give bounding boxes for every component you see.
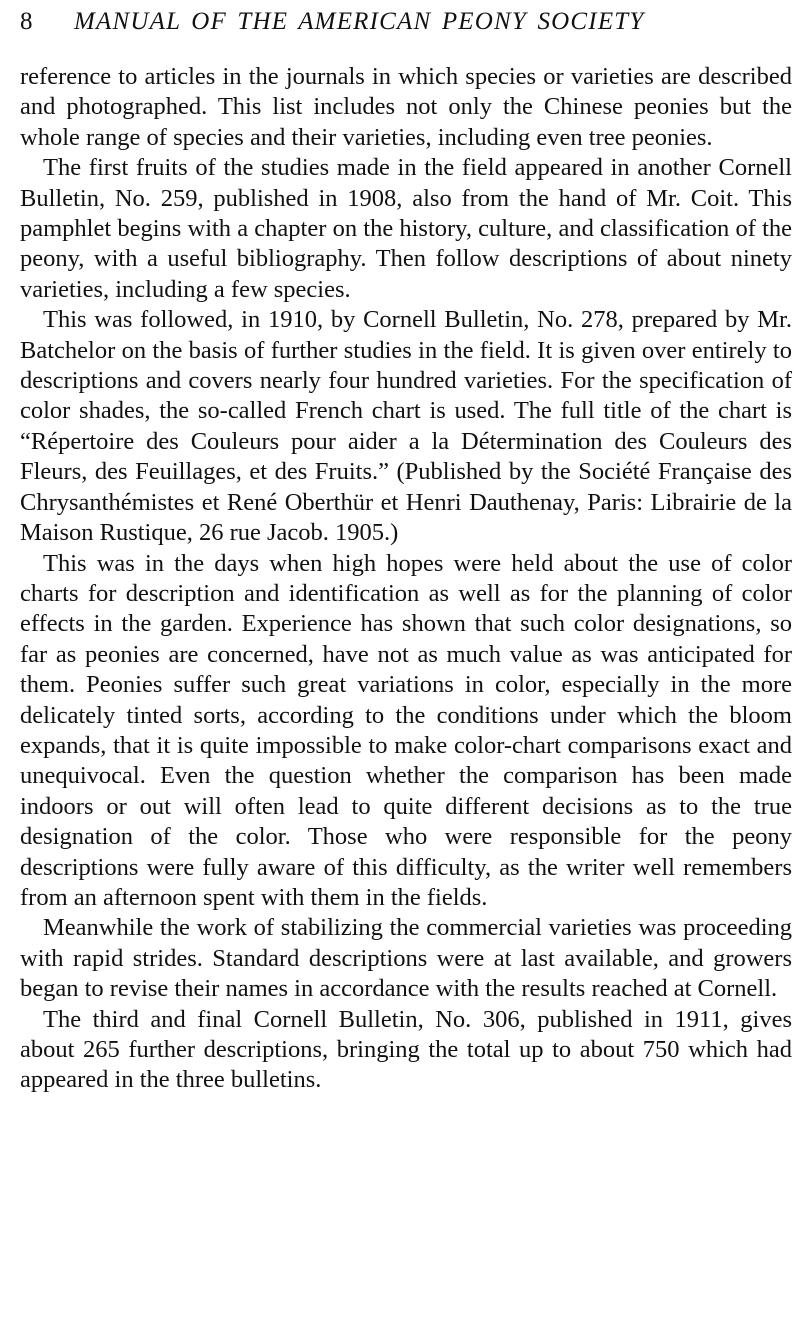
- book-page: [20, 8, 792, 1096]
- paragraph-cornell-bulletin-259: The first fruits of the studies made in the field appeared in another Cornell Bulletin, No. 259, published in 1908, also from the hand of Mr. Coit. This pamphlet begins with a chapter on the history, culture, and classification of the peony, with a useful bibliography. Then follow descriptions of about ninety varieties, including a few species.: [20, 154, 792, 303]
- body-text: [20, 62, 792, 1096]
- running-title: MANUAL OF THE AMERICAN PEONY SOCIETY: [74, 8, 645, 35]
- paragraph-color-charts: This was in the days when high hopes were held about the use of color charts for description and identification as well as for the planning of color effects in the garden. Experience has shown that such color designations, so far as peonies are concerned, have not as much value as was anticipated for them. Peonies suffer such great variations in color, especially in the more delicately tinted sorts, according to the conditions under which the bloom expands, that it is quite impossible to make color-chart comparisons exact and unequivocal. Even the question whether the comparison has been made indoors or out will often lead to quite different decisions as to the true designation of the color. Those who were responsible for the peony descriptions were fully aware of this difficulty, as the writer well remembers from an afternoon spent with them in the fields.: [20, 549, 792, 911]
- paragraph-cornell-bulletin-278: This was followed, in 1910, by Cornell Bulletin, No. 278, prepared by Mr. Batchelor on the basis of further studies in the field. It is given over entirely to descriptions and covers nearly four hundred varieties. For the specification of color shades, the so-called French chart is used. The full title of the chart is “Répertoire des Couleurs pour aider a la Détermination des Couleurs des Fleurs, des Feuillages, et des Fruits.” (Published by the Société Française des Chrysanthémistes et René Oberthür et Henri Dauthenay, Paris: Librairie de la Maison Rustique, 26 rue Jacob. 1905.): [20, 306, 792, 547]
- page-number: 8: [20, 8, 33, 35]
- paragraph-continued: reference to articles in the journals in which species or varieties are described and photographed. This list includes not only the Chinese peonies but the whole range of species and their varieties, including even tree peonies.: [20, 63, 792, 151]
- running-head: [20, 8, 792, 40]
- paragraph-stabilizing-varieties: Meanwhile the work of stabilizing the commercial varieties was proceeding with rapid strides. Standard descriptions were at last available, and growers began to revise their names in accordance with the results reached at Cornell.: [20, 914, 792, 1003]
- paragraph-cornell-bulletin-306: The third and final Cornell Bulletin, No. 306, published in 1911, gives about 265 further descriptions, bringing the total up to about 750 which had appeared in the three bulletins.: [20, 1005, 792, 1094]
